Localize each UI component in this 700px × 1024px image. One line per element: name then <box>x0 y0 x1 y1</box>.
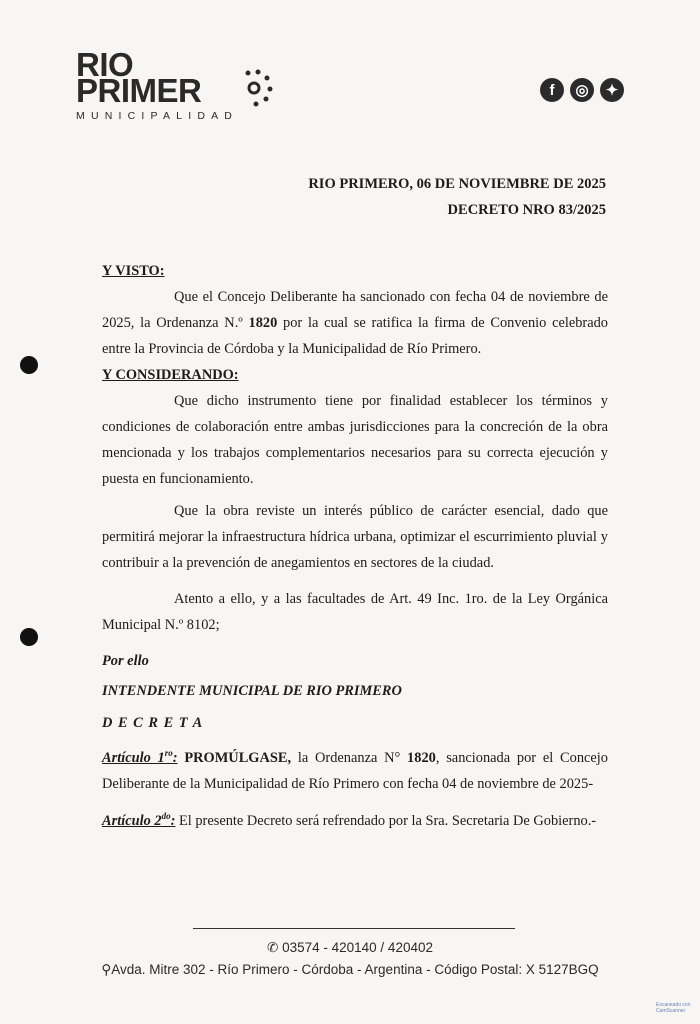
scanner-watermark: Escaneado con CamScanner <box>656 1002 691 1014</box>
logo-line2: PRIMER <box>76 72 202 109</box>
considerando-paragraph-2: Que la obra reviste un interés público de carácter esencial, dado que permitirá mejorar la infraestructura hídrica urbana, optimizar el escurrimiento pluvial y contribuir a la prevención de anegamientos en sectores de la ciudad. <box>102 503 608 571</box>
considerando-heading: Y CONSIDERANDO: <box>102 367 239 383</box>
logo-line1: RIO <box>76 46 134 83</box>
footer-phone: ✆ 03574 - 420140 / 420402 <box>267 940 433 955</box>
logo-sun-icon <box>234 68 274 108</box>
header-date: RIO PRIMERO, 06 DE NOVIEMBRE DE 2025 <box>308 176 606 192</box>
instagram-icon[interactable]: ◎ <box>570 78 594 102</box>
logo-subtitle: MUNICIPALIDAD <box>76 110 239 122</box>
social-icons <box>540 78 624 102</box>
facebook-icon[interactable]: f <box>540 78 564 102</box>
considerando-paragraph-1: Que dicho instrumento tiene por finalidad establecer los términos y condiciones de colaboración entre ambas jurisdicciones para la concreción de la obra mencionada y los trabajos complementarios necesarios para su correcta ejecución y puesta en funcionamiento. <box>102 393 608 487</box>
por-ello: Por ello <box>102 653 149 669</box>
footer-divider <box>193 928 515 929</box>
article-2: Artículo $2^{do}$: El presente Decreto será refrendado por la Sra. Secretaria De Gobierno.- <box>102 810 597 829</box>
article-1: Artículo $1^{ro}$: PROMÚLGASE, la Ordenanza N° 1820, sancionada por el Concejo Deliberante de la Municipalidad de Río Primero con fecha 04 de noviembre de 2025- <box>102 748 608 792</box>
location-icon: ⚲ <box>101 962 112 977</box>
footer-address: ⚲Avda. Mitre 302 - Río Primero - Córdoba - Argentina - Código Postal: X 5127BGQ <box>101 962 599 977</box>
punch-hole-mark <box>20 628 38 646</box>
phone-icon: ✆ <box>267 940 279 955</box>
intendente-title: INTENDENTE MUNICIPAL DE RIO PRIMERO <box>102 683 402 699</box>
header-decree-number: DECRETO NRO 83/2025 <box>447 202 606 218</box>
visto-paragraph: Que el Concejo Deliberante ha sancionado con fecha 04 de noviembre de 2025, la Ordenanza N.º 1820 por la cual se ratifica la firma de Convenio celebrado entre la Provincia de Córdoba y la Municipalidad de Río Primero. <box>102 289 608 357</box>
decreta-title: D E C R E T A <box>102 715 204 731</box>
municipality-logo <box>76 46 286 130</box>
punch-hole-mark <box>20 356 38 374</box>
visto-section <box>102 258 608 834</box>
twitter-icon[interactable]: ✦ <box>600 78 624 102</box>
visto-heading: Y VISTO: <box>102 263 165 279</box>
considerando-paragraph-3: Atento a ello, y a las facultades de Art. 49 Inc. 1ro. de la Ley Orgánica Municipal N.º 8102; <box>102 591 608 633</box>
